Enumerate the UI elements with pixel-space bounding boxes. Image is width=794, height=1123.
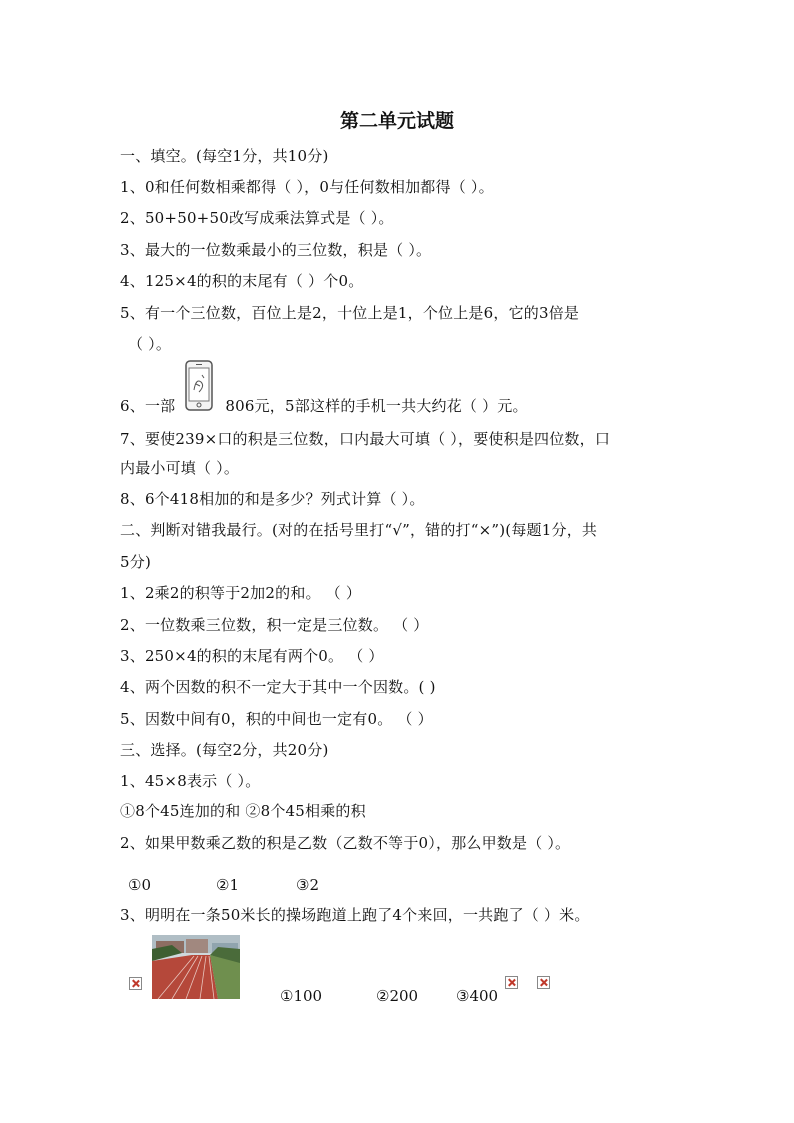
choice-question-1: 1、45×8表示（ ）。 — [120, 772, 261, 790]
section2-heading: 二、判断对错我最行。(对的在括号里打“√”，错的打“×”)(每题1分，共 — [120, 521, 598, 539]
fill-question-4: 4、125×4的积的末尾有（ ）个0。 — [120, 272, 364, 290]
q2-option-1: ①0 — [128, 876, 151, 894]
broken-image-icon — [537, 976, 550, 989]
fill-question-5-line2: （ ）。 — [128, 335, 172, 353]
running-track-image — [152, 935, 240, 999]
fill-question-6 — [120, 360, 528, 416]
judge-question-2: 2、一位数乘三位数，积一定是三位数。 （ ） — [120, 616, 429, 634]
broken-image-icon — [129, 977, 142, 990]
question-6-end: 806元，5部这样的手机一共大约花（ ）元。 — [225, 397, 528, 415]
fill-question-7-line1: 7、要使239×口的积是三位数，口内最大可填（ ），要使积是四位数，口 — [120, 430, 611, 448]
fill-question-8: 8、6个418相加的和是多少？列式计算（ ）。 — [120, 490, 425, 508]
section3-heading: 三、选择。(每空2分，共20分) — [120, 741, 329, 759]
choice-question-3: 3、明明在一条50米长的操场跑道上跑了4个来回，一共跑了（ ）米。 — [120, 906, 590, 924]
q3-option-3: ③400 — [456, 987, 499, 1005]
fill-question-2: 2、50+50+50改写成乘法算式是（ ）。 — [120, 209, 394, 227]
q3-option-1: ①100 — [280, 987, 323, 1005]
section2-heading-line2: 5分) — [120, 553, 151, 571]
section1-heading: 一、填空。(每空1分，共10分) — [120, 147, 329, 165]
q3-option-2: ②200 — [376, 987, 419, 1005]
fill-question-5-line1: 5、有一个三位数，百位上是2，十位上是1，个位上是6，它的3倍是 — [120, 304, 580, 322]
judge-question-4: 4、两个因数的积不一定大于其中一个因数。( ) — [120, 678, 436, 696]
broken-image-icon — [505, 976, 518, 989]
question-6-start: 6、一部 — [120, 397, 176, 415]
choice-question-2: 2、如果甲数乘乙数的积是乙数（乙数不等于0），那么甲数是（ ）。 — [120, 834, 571, 852]
q2-option-3: ③2 — [296, 876, 319, 894]
fill-question-1: 1、0和任何数相乘都得（ ），0与任何数相加都得（ ）。 — [120, 178, 494, 196]
judge-question-1: 1、2乘2的积等于2加2的和。 （ ） — [120, 584, 362, 602]
fill-question-3: 3、最大的一位数乘最小的三位数，积是（ ）。 — [120, 241, 432, 259]
phone-image — [183, 360, 217, 416]
judge-question-3: 3、250×4的积的末尾有两个0。 （ ） — [120, 647, 384, 665]
judge-question-5: 5、因数中间有0，积的中间也一定有0。 （ ） — [120, 710, 433, 728]
page-title: 第二单元试题 — [339, 110, 454, 132]
choice-question-1-options: ①8个45连加的和 ②8个45相乘的积 — [120, 802, 366, 820]
fill-question-7-line2: 内最小可填（ ）。 — [120, 459, 240, 477]
q2-option-2: ②1 — [216, 876, 239, 894]
